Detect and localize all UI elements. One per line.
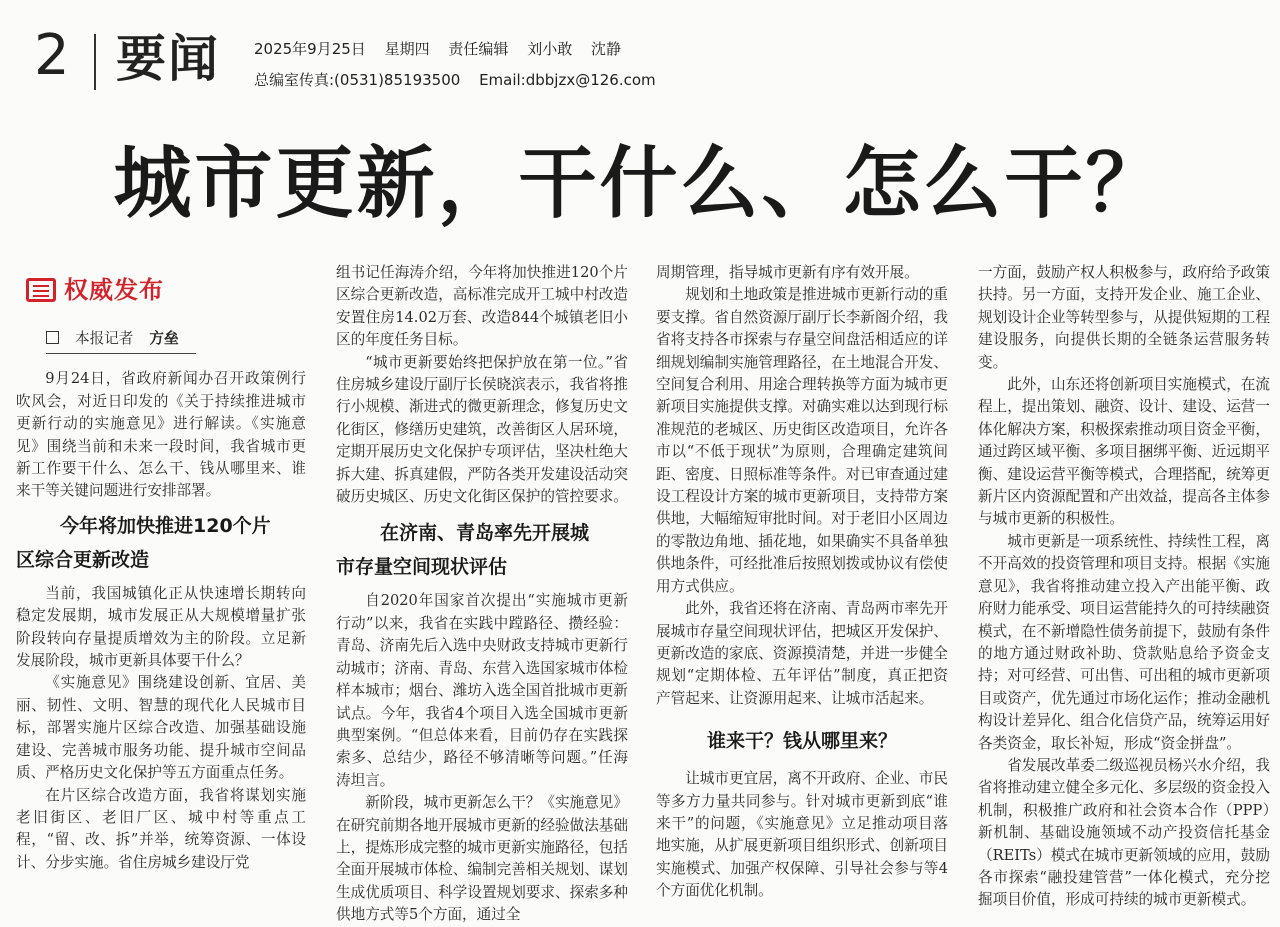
square-icon bbox=[46, 331, 59, 344]
paragraph: 省发展改革委二级巡视员杨兴水介绍，我省将推动建立健全多元化、多层级的资金投入机制，积极推广政府和社会资本合作（PPP）新机制、基础设施领域不动产投资信托基金（REITs）模式在城市更新领域的应用，鼓励各市探索“融投建管营”一体化模式，充分挖掘项目价值，形成可持续的城市更新模式。 bbox=[978, 756, 1270, 909]
paragraph: 此外，山东还将创新项目实施模式，在流程上，提出策划、融资、设计、建设、运营一体化解决方案，积极探索推动项目资金平衡，通过跨区域平衡、多项目捆绑平衡、近远期平衡、建设运营平衡等模式，合理搭配，统筹更新片区内资源配置和产出效益，提高各主体参与城市更新的积极性。 bbox=[978, 376, 1270, 528]
newspaper-icon bbox=[26, 278, 56, 302]
paragraph: 《实施意见》围绕建设创新、宜居、美丽、韧性、文明、智慧的现代化人民城市目标，部署实施片区综合改造、加强基础设施建设、完善城市服务功能、提升城市空间品质、严格历史文化保护等五方面重点任务。 bbox=[16, 674, 306, 782]
paragraph: 新阶段，城市更新怎么干？《实施意见》在研究前期各地开展城市更新的经验做法基础上，提炼形成完整的城市更新实施路径，包括全面开展城市体检、编制完善相关规划、谋划生成优质项目、科学设置规划要求、探索多种供地方式等5个方面，通过全 bbox=[336, 794, 628, 924]
authority-release-badge bbox=[26, 270, 306, 310]
paragraph: 在片区综合改造方面，我省将谋划实施老旧街区、老旧厂区、城中村等重点工程，“留、改、拆”并举，统筹资源、一体设计、分步实施。省住房城乡建设厅党 bbox=[16, 786, 306, 871]
article-headline: 城市更新，干什么、怎么干？ bbox=[113, 139, 1167, 229]
editor-name: 沈静 bbox=[590, 40, 621, 58]
byline bbox=[46, 328, 196, 354]
editors-label: 责任编辑 bbox=[448, 40, 509, 58]
email-address: Email:dbbjzx@126.com bbox=[479, 71, 656, 89]
paragraph: 一方面，鼓励产权人积极参与，政府给予政策扶持。另一方面，支持开发企业、施工企业、规划设计企业等转型参与，从提供短期的工程建设服务，向提供长期的全链条运营服务转变。 bbox=[978, 264, 1270, 371]
subheading-line: 区综合更新改造 bbox=[16, 548, 150, 571]
subheading-line: 在济南、青岛率先开展城 bbox=[380, 522, 590, 545]
paragraph: “城市更新要始终把保护放在第一位。”省住房城乡建设厅副厅长侯晓滨表示，我省将推行小规模、渐进式的微更新理念，修复历史文化街区，修缮历史建筑，改善街区人居环境，定期开展历史文化保护专项评估，坚决杜绝大拆大建、拆真建假，严防各类开发建设活动突破历史城区、历史文化街区保护的管控要求。 bbox=[336, 353, 628, 506]
article-column-2 bbox=[336, 262, 628, 924]
editor-name: 刘小敢 bbox=[527, 40, 573, 58]
byline-label: 本报记者 bbox=[75, 330, 134, 347]
badge-label: 权威发布 bbox=[64, 275, 164, 304]
paragraph: 城市更新是一项系统性、持续性工程，离不开高效的投资管理和项目支持。根据《实施意见》，我省将推动建立投入产出能平衡、政府财力能承受、项目运营能持久的可持续融资模式，在不新增隐性债务前提下，鼓励有条件的地方通过财政补助、贷款贴息给予资金支持；对可经营、可出售、可出租的城市更新项目或资产，优先通过市场化运作；推动金融机构设计差异化、组合化信贷产品，统筹运用好各类资金，取长补短，形成“资金拼盘”。 bbox=[978, 532, 1270, 752]
paragraph: 组书记任海涛介绍，今年将加快推进120个片区综合更新改造，高标准完成开工城中村改造安置住房14.02万套、改造844个城镇老旧小区的年度任务目标。 bbox=[336, 264, 628, 349]
section-title: 要闻 bbox=[116, 30, 220, 88]
paragraph: 当前，我国城镇化正从快速增长期转向稳定发展期，城市发展正从大规模增量扩张阶段转向存量提质增效为主的阶段。立足新发展阶段，城市更新具体要干什么？ bbox=[16, 584, 306, 670]
header-divider bbox=[94, 34, 96, 90]
article-column-1 bbox=[16, 262, 306, 894]
byline-author: 方垒 bbox=[149, 330, 179, 347]
paragraph: 此外，我省还将在济南、青岛两市率先开展城市存量空间现状评估，把城区开发保护、更新改造的家底、资源摸清楚，并进一步健全规划“定期体检、五年评估”制度，真正把资产管起来、让资源用起来、让城市活起来。 bbox=[656, 600, 948, 707]
article-column-3 bbox=[656, 262, 948, 900]
subheading-line: 市存量空间现状评估 bbox=[336, 556, 508, 579]
article-column-4 bbox=[978, 262, 1270, 909]
subheading-line: 今年将加快推进120个片 bbox=[60, 514, 271, 537]
fax-number: 总编室传真:(0531)85193500 bbox=[254, 71, 461, 89]
paragraph: 9月24日，省政府新闻办召开政策例行吹风会，对近日印发的《关于持续推进城市更新行动的实施意见》进行解读。《实施意见》围绕当前和未来一段时间，我省城市更新工作要干什么、怎么干、钱从哪里来、谁来干等关键问题进行安排部署。 bbox=[16, 370, 306, 500]
issue-info bbox=[254, 38, 635, 59]
subheading bbox=[16, 509, 306, 577]
paragraph: 周期管理，指导城市更新有序有效开展。 bbox=[656, 264, 919, 281]
page-number: 2 bbox=[34, 23, 70, 88]
subheading: 谁来干？钱从哪里来？ bbox=[706, 730, 897, 753]
paragraph: 自2020年国家首次提出“实施城市更新行动”以来，我省在实践中蹚路径、攒经验：青岛、济南先后入选中央财政支持城市更新行动城市；济南、青岛、东营入选国家城市体检样本城市；烟台、潍坊入选全国首批城市更新试点。今年，我省4个项目入选全国城市更新典型案例。“但总体来看，目前仍存在实践探索多、总结少，路径不够清晰等问题。”任海涛坦言。 bbox=[336, 592, 628, 789]
issue-weekday: 星期四 bbox=[384, 40, 430, 58]
paragraph: 规划和土地政策是推进城市更新行动的重要支撑。省自然资源厅副厅长李新阁介绍，我省将支持各市探索与存量空间盘活相适应的详细规划编制实施管理路径，在土地混合开发、空间复合利用、用途合理转换等方面为城市更新项目实施提供支撑。对确实难以达到现行标准规范的老城区、历史街区改造项目，允许各市以“不低于现状”为原则，合理确定建筑间距、密度、日照标准等条件。对已审查通过建设工程设计方案的城市更新项目，支持带方案供地，大幅缩短审批时间。对于老旧小区周边的零散边角地、插花地，如果确实不具备单独供地条件，可经批准后按照划拨或协议有偿使用方式供应。 bbox=[656, 286, 948, 595]
paragraph: 让城市更宜居，离不开政府、企业、市民等多方力量共同参与。针对城市更新到底“谁来干”的问题，《实施意见》立足推动项目落地实施，从扩展更新项目组织形式、创新项目实施模式、加强产权保障、引导社会参与等4个方面优化机制。 bbox=[656, 770, 948, 900]
issue-date: 2025年9月25日 bbox=[254, 40, 366, 58]
subheading bbox=[336, 516, 628, 584]
contact-info bbox=[254, 69, 670, 90]
